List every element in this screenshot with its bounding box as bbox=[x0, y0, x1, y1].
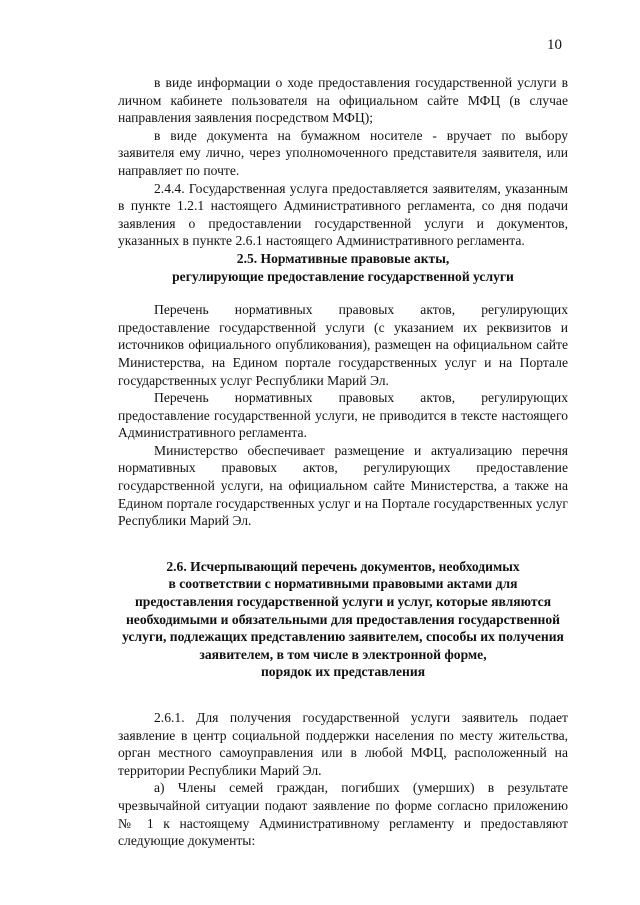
paragraph-legal-acts-not-listed: Перечень нормативных правовых актов, регулирующих предоставление государственной услуги, не приводится в тексте настоящего Административного регламента. bbox=[118, 390, 568, 441]
page-number: 10 bbox=[547, 37, 562, 53]
paragraph-paper-document: в виде документа на бумажном носителе - вручает по выбору заявителя ему лично, через уполномоченного представителя заявителя, или направляет по почте. bbox=[118, 127, 568, 178]
paragraph-2-6-1: 2.6.1. Для получения государственной услуги заявитель подает заявление в центр социальной поддержки населения по месту жительства, орган местного самоуправления или в любой МФЦ, расположенный на территории Республики Марий Эл. bbox=[118, 710, 568, 778]
section-2-6-heading: 2.6. Исчерпывающий перечень документов, необходимых в соответствии с нормативными правовыми актами для предоставления государственной услуги и услуг, которые являются необходимыми и обязательными для предоставления государственной услуги, подлежащих представлению заявителем, способы их получения заявителем, в том числе в электронной форме, порядок их представления bbox=[122, 558, 564, 680]
document-body bbox=[118, 74, 568, 850]
spacer bbox=[118, 530, 568, 558]
paragraph-ministry-updates: Министерство обеспечивает размещение и актуализацию перечня нормативных правовых актов, регулирующих предоставление государственной услуги, на официальном сайте Министерства, а также на Едином портале государственных услуг и на Портале государственных услуг Республики Марий Эл. bbox=[118, 442, 568, 529]
section-2-5-heading: 2.5. Нормативные правовые акты, регулирующие предоставление государственной услуги bbox=[172, 250, 514, 284]
paragraph-family-members: а) Члены семей граждан, погибших (умерших) в результате чрезвычайной ситуации подают заявление по форме согласно приложению № 1 к настоящему Административному регламенту и предоставляют следующие документы: bbox=[118, 780, 568, 849]
spacer bbox=[118, 681, 568, 709]
paragraph-legal-acts-list: Перечень нормативных правовых актов, регулирующих предоставление государственной услуги (с указанием их реквизитов и источников официального опубликования), размещен на официальном сайте Министерства, на Едином портале государственных услуг и на Портале государственных услуг Республики Марий Эл. bbox=[118, 302, 568, 388]
spacer bbox=[118, 285, 568, 301]
paragraph-2-4-4: 2.4.4. Государственная услуга предоставляется заявителям, указанным в пункте 1.2.1 настоящего Административного регламента, со дня подачи заявления о предоставлении государственной услуги и документов, указанных в пункте 2.6.1 настоящего Административного регламента. bbox=[118, 180, 568, 249]
paragraph-info-in-cabinet: в виде информации о ходе предоставления государственной услуги в личном кабинете пользователя на официальном сайте МФЦ (в случае направления заявления посредством МФЦ); bbox=[118, 75, 568, 126]
